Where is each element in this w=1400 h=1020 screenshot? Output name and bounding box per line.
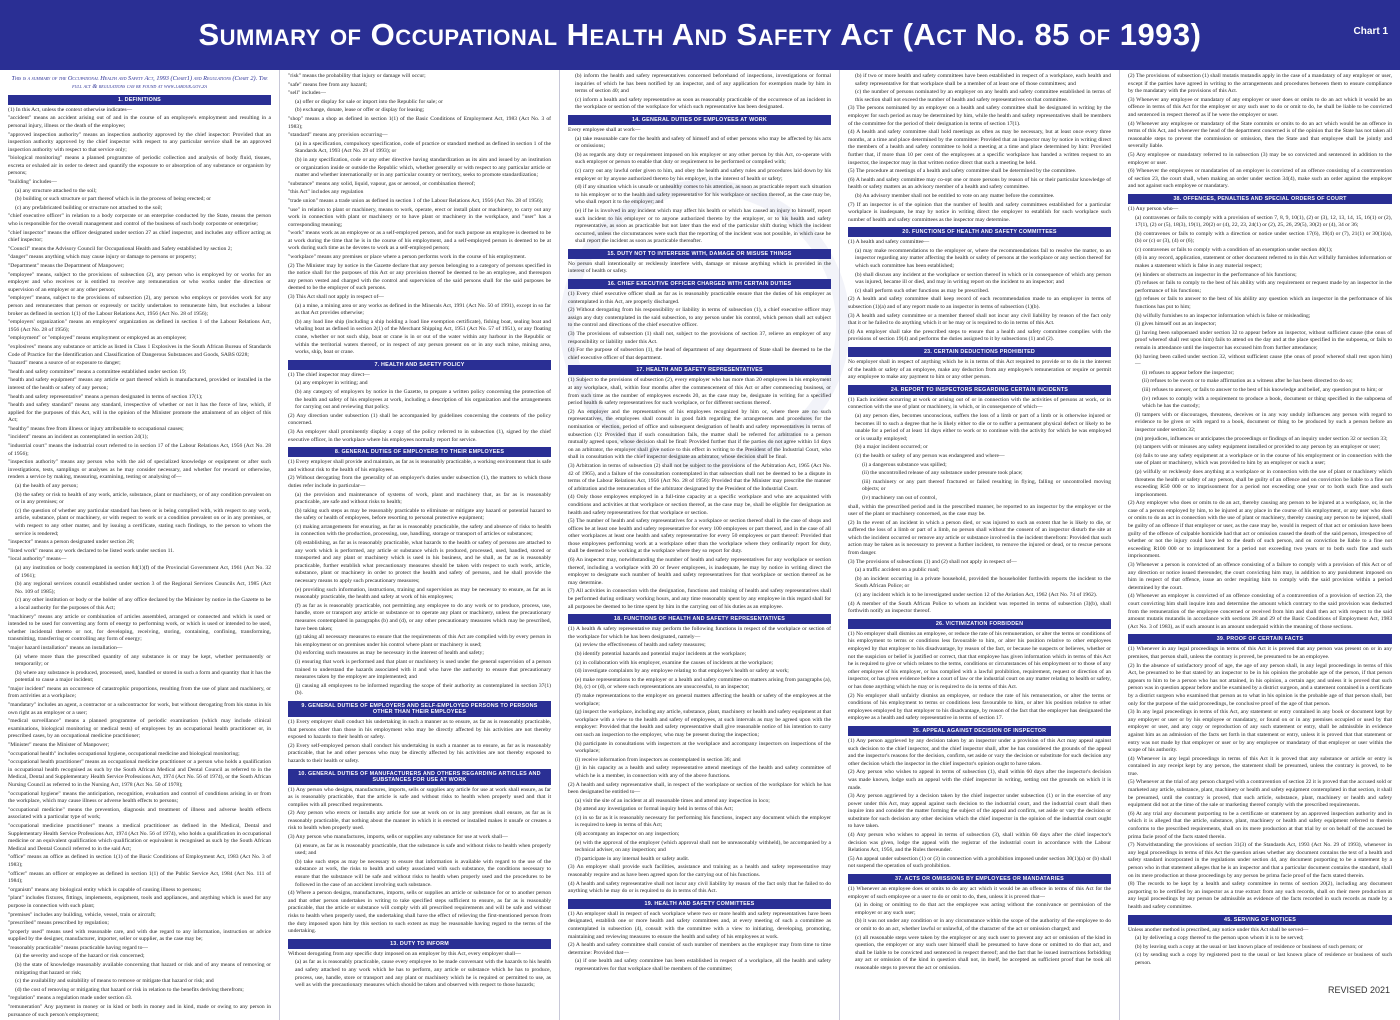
- clause-item: (b) in any specification, code or any other directive having standardization as its aim and issued by an institution or organization inside or outside the Republic which, whether generally or with respect to any particular article or matter and whether internationally or in any particular country or territory, seeks to promote standardization;: [295, 156, 551, 179]
- paragraph: (2) Every self-employed person shall conduct his undertaking in such a manner as to ensure, as far as is reasonably practicable, that he and other persons who may be directly affected by his activities are not thereby exposed to hazards to their health or safety.: [288, 742, 551, 764]
- section-heading: 16. CHIEF EXECUTIVE OFFICER CHARGED WITH CERTAIN DUTIES: [568, 279, 831, 289]
- clause-item: (a) if one health and safety committee has been established in respect of a workplace, all the health and safety representatives for that workplace shall be members of the committee;: [575, 958, 831, 972]
- section-heading: 14. GENERAL DUTIES OF EMPLOYEES AT WORK: [568, 115, 831, 125]
- clause-item: (a) in a specification, compulsory specification, code of practice or standard method as defined in section 1 of the Standards Act, 1993 (Act No. 29 of 1993); or: [295, 140, 551, 155]
- clause-item: (d) in any record, application, statement or other document referred to in this Act wilfully furnishes information or makes a statement which is false in any material respect;: [1135, 255, 1392, 270]
- clause-item: (e) with the approval of the employer (which approval shall not be unreasonably withheld), be accompanied by a technical adviser, on any inspection; and: [575, 839, 831, 854]
- section-heading: 26. VICTIMIZATION FORBIDDEN: [848, 619, 1111, 629]
- paragraph: (4) Whenever any employee or mandatary of the State commits or omits to do an act which would be an offence in terms of this Act, and whenever the head of the department concerned is of the opinion that the State has not taken all reasonable steps to prevent the commission or omission, then the State and that employee shall be jointly and severally liable.: [1128, 120, 1392, 150]
- paragraph: (5) Any employee or mandatary referred to in subsection (3) may be so convicted and sentenced in addition to the employer or user.: [1128, 151, 1392, 166]
- paragraph: (3) An employer shall prominently display a copy of the policy referred to in subsection (1), signed by the chief executive officer, in the workplace where his employees normally report for service.: [288, 428, 551, 443]
- paragraph: "premises" includes any building, vehicle, vessel, train or aircraft;: [8, 911, 156, 918]
- paragraph: (2) No employer shall unfairly dismiss an employee, or reduce the rate of his remuneration, or alter the terms or conditions of his employment to terms or conditions less favourable to him, or alter his position relative to other employees employed by that employer to his disadvantage, by reason of the fact that the employer has designated the employee as a health and safety representative in terms of section 17.: [848, 692, 1111, 722]
- paragraph: "employee" means, subject to the provisions of subsection (2), any person who is employed by or works for an employer and who receives or is entitled to receive any remuneration or who works under the direction or supervision of an employer or any other person;: [8, 271, 271, 293]
- paragraph: "major incident" means an occurrence of catastrophic proportions, resulting from the use of plant and machinery, or from activities at a workplace;: [8, 685, 271, 700]
- paragraph: "employment" or "employed" means employment or employed as an employee;: [8, 335, 187, 342]
- paragraph: "incident" means an incident as contemplated in section 24(1);: [8, 434, 149, 441]
- clause-item: (a) may make recommendations to the employer or, where the recommendations fail to resolve the matter, to an inspector regarding any matter affecting the health or safety of persons at the workplace or any section thereof for which such committee has been established;: [855, 247, 1111, 270]
- paragraph: (3) This Act shall not apply in respect of—: [288, 294, 384, 301]
- paragraph: (1) Each incident occurring at work or arising out of or in connection with the activities of persons at work, or in connection with the use of plant or machinery, in which, or in consequence of which—: [848, 396, 1111, 411]
- section-heading: 19. HEALTH AND SAFETY COMMITTEES: [568, 899, 831, 909]
- section-heading: 8. GENERAL DUTIES OF EMPLOYERS TO THEIR EMPLOYEES: [288, 447, 551, 457]
- clause-item: (c) all reasonable steps were taken by the employer or any such user to prevent any act or omission of the kind in question, the employer or any such user himself shall be presumed to have done or omitted to do that act, and shall be liable to be convicted and sentenced in respect thereof; and the fact that he issued instructions forbidding any act or omission of the kind in question shall not, in itself, be accepted as sufficient proof that he took all reasonable steps to prevent the act or omission.: [855, 934, 1111, 971]
- paragraph: (1) Subject to the provisions of subsection (2), every employer who has more than 20 employees in his employment at any workplace, shall, within four months after the commencement of this Act or after commencing business, or from such time as the number of employees exceeds 20, as the case may be, designate in writing for a specified period health & safety representatives for such workplace, or for different sections thereof.: [568, 377, 831, 407]
- column-3: [560, 70, 840, 1020]
- paragraph: (2) Without derogating from his responsibility or liability in terms of subsection (1), a chief executive officer may assign any duty contemplated in the said subsection, to any person under his control, which person shall act subject to the control and directions of the chief executive officer.: [568, 307, 831, 329]
- paragraph: (4) Whenever in any legal proceedings in terms of this Act it is proved that any substance or article or entry is contained in any receipt kept by any person, the statement shall be presumed, unless the contrary is proved, to be true.: [1128, 755, 1392, 777]
- clause-item: (a) visit the site of an incident at all reasonable times and attend any inspection in loco;: [575, 797, 770, 804]
- clause-item: (b) any category of employers by notice in the Gazette, to prepare a written policy concerning the protection of the health and safety of his employees at work, including a description of his organization and the arrangements for carrying out and reviewing that policy.: [295, 388, 551, 411]
- clause-item: (g) inspect the workplace, including any article, substance, plant, machinery or health and safety equipment at that workplace with a view to the health and safety of employees, at such intervals as may be agreed upon with the employer: Provided that the health and safety representative shall give reasonable notice of his intention to carry out such an inspection to the employer, who may be present during the inspection;: [575, 709, 831, 738]
- paragraph: "chief inspector" means the officer designated under section 27 as chief inspector, and includes any officer acting as chief inspector;: [8, 229, 271, 244]
- clause-item: (c) by sending such a copy by registered post to the usual or last known place of residence or business of such person.: [1135, 952, 1392, 966]
- subclause-item: (i) refuses to appear before the inspector;: [1142, 369, 1234, 376]
- paragraph: (4) A member of the South African Police to whom an incident was reported in terms of subsection (3)(b), shall forthwith notify an inspector thereof.: [848, 600, 1111, 615]
- paragraph: "health and safety equipment" means any article or part thereof which is manufactured, provided or installed in the interest of the health or safety of any person;: [8, 377, 271, 391]
- clause-item: (b) any load line ship (including a ship holding a load line exemption certificate), fishing boat, sealing boat and whaling boat as defined in section 2(1) of the Merchant Shipping Act, 1951 (Act No. 57 of 1951), or any floating crane, whether or not such ship, boat or crane is in or out of the water within any harbour in the Republic or within the territorial waters thereof, or in respect of any person present on or in any such mine, mining area, works, ship, boat or crane.: [295, 318, 551, 356]
- paragraph: (1) Any person who designs, manufactures, imports, sells or supplies any article for use at work shall ensure, as far as is reasonably practicable, that the article is safe and without risks to health when properly used and that it complies with all prescribed requirements.: [288, 786, 551, 808]
- clause-item: (c) shall perform such other functions as may be prescribed.: [855, 287, 990, 294]
- clause-item: (h) participate in consultations with inspectors at the workplace and accompany inspectors on inspections of the workplace;: [575, 740, 831, 755]
- clause-item: (d) if any situation which is unsafe or unhealthy comes to his attention, as soon as practicable report such situation to his employer or to the health and safety representative for his workplace or section thereof, as the case may be, who shall report it to the employer; and: [575, 184, 832, 206]
- paragraph: (2) A health and safety committee shall consist of such number of members as the employer may from time to time determine: Provided that—: [568, 942, 831, 956]
- paragraph: (3) A health and safety committee or a member thereof shall not incur any civil liability by reason of the fact only that it or he failed to do anything which it or he may or is required to do in terms of this Act.: [848, 312, 1111, 327]
- section-heading: 39. PROOF OF CERTAIN FACTS: [1128, 634, 1392, 644]
- paragraph: (3) The persons nominated by an employer on a health and safety committee shall be designated in writing by the employer for such period as may be determined by him, while the health and safety representatives shall be members of the committee for the period of their designation in terms of section 17(1).: [848, 105, 1111, 127]
- clause-item: (b) shall discuss any incident at the workplace or section thereof in which or in consequence of which any person was injured, became ill or died, and may in writing report on the incident to an inspector; and: [855, 271, 1111, 286]
- section-heading: 23. CERTAIN DEDUCTIONS PROHIBITED: [848, 347, 1111, 357]
- revision-note: REVISED 2021: [1327, 985, 1390, 995]
- paragraph: (3) Any person aggrieved by a decision taken by the chief inspector under subsection (1) or in the exercise of any power under this Act, may appeal against such decision to the industrial court, and the industrial court shall then inquire into and consider the matter forming the subject of the appeal and confirm, set aside or vary the decision or substitute for such decision any other decision which the chief inspector in the opinion of the industrial court ought to have taken.: [848, 793, 1111, 830]
- clause-item: (i) gives himself out as an inspector;: [1135, 321, 1217, 328]
- clause-item: (b) inform the health and safety representatives concerned beforehand of inspections, investigations or formal inquiries of which he has been notified by an inspector, and of any application for exemption made by him in terms of section 40; and: [575, 73, 831, 95]
- paragraph: (1) Every employer shall provide and maintain, as far as is reasonably practicable, a working environment that is safe and without risk to the health of his employees.: [288, 459, 551, 473]
- clause-item: (a) take reasonable care for the health and safety of himself and of other persons who may be affected by his acts or omissions;: [575, 135, 831, 150]
- paragraph: (4) Whenever an employer is convicted of an offence consisting of a contravention of a provision of section 23, the court convicting him shall inquire into and determine the amount which contrary to the said provision was deducted from the remuneration of the employee concerned or received from him and shall then act with respect to the said amount mutatis mutandis in accordance with sections 28 and 29 of the Basic Conditions of Employment Act, 1983 (Act No. 3 of 1983), as if such amount is an amount underpaid within the meaning of those sections.: [1128, 593, 1392, 630]
- paragraph: (5) Whenever at the trial of any person charged with a contravention of section 22 it is proved that the accused sold or marketed any article, substance, plant, machinery or health and safety equipment contemplated in that section, it shall be presumed, until the contrary is proved, that such article, substance, plant, machinery or health and safety equipment did not at the time of the sale or marketing thereof comply with the prescribed requirements.: [1128, 779, 1392, 809]
- clause-item: (g) refuses or fails to answer to the best of his ability any question which an inspector in the performance of his functions has put to him;: [1135, 296, 1392, 311]
- clause-item: (b) identify potential hazards and potential major incidents at the workplace;: [575, 651, 747, 657]
- paragraph: (2) Any direction under subsection (1) shall be accompanied by guidelines concerning the contents of the policy concerned.: [288, 412, 551, 427]
- page-title: Summary of Occupational Health And Safety Act (Act No. 85 of 1993): [198, 17, 1202, 52]
- paragraph: "remuneration" Any payment in money or in kind or both in money and in kind, made or owing to any person in pursuance of such person's employment;: [8, 1004, 271, 1018]
- clause-item: (j) in his capacity as a health and safety representative attend meetings of the health and safety committee of which he is a member, in connection with any of the above functions.: [575, 765, 831, 779]
- paragraph: (3) Any person who manufactures, imports, sells or supplies any substance for use at work shall—: [288, 834, 508, 841]
- clause-item: (b) a major incident occurred; or: [855, 444, 928, 451]
- section-heading: 7. HEALTH AND SAFETY POLICY: [288, 360, 551, 370]
- clause-item: (h) wilfully furnishes to an inspector information which is false or misleading;: [1135, 312, 1311, 319]
- paragraph: (5) An appeal under subsection (1) or (3) in connection with a prohibition imposed under section 30(1)(a) or (b) shall not suspend the operation of such prohibition.: [848, 855, 1111, 870]
- clause-item: (c) any incident which is to be investigated under section 12 of the Aviation Act, 1962 (Act No. 74 of 1962).: [855, 592, 1098, 599]
- paragraph: (6) A health and safety committee may co-opt one or more persons by reason of his or their particular knowledge of health or safety matters as an advisory member of a health and safety committee.: [848, 176, 1111, 191]
- paragraph: (1) Any person aggrieved by any decision taken by an inspector under a provision of this Act may appeal against such decision to the chief inspector, and the chief inspector shall, after he has considered the grounds of the appeal and the inspector's reasons for the decision, confirm, set aside or vary the decision or substitute for such decision any other decision which the inspector in the chief inspector's opinion ought to have taken.: [848, 737, 1111, 767]
- clause-item: (g) taking all necessary measures to ensure that the requirements of this Act are complied with by every person in his employment or on premises under his control where plant or machinery is used;: [295, 634, 551, 648]
- paragraph: "trade union" means a trade union as defined in section 1 of the Labour Relations Act, 1956 (Act No. 28 of 1956);: [288, 197, 544, 204]
- section-heading: 45. SERVING OF NOTICES: [1128, 915, 1392, 925]
- paragraph: "occupational medicine practitioner" means a medical practitioner as defined in the Medical, Dental and Supplementary Health Service Professions Act, 1974 (Act No. 56 of 1974), who holds a qualification in occupational medicine or an equivalent qualification which qualification or equivalent is recognised as such by the South African Medical and Dental Council referred to in the said Act;: [8, 822, 271, 852]
- paragraph: "officer" means an officer or employee as defined in section 1(1) of the Public Service Act, 1984 (Act No. 111 of 1984);: [8, 870, 271, 885]
- paragraph: (3) The provisions of subsection (1) shall not, subject to the provisions of section 37, relieve an employer of any responsibility or liability under this Act.: [568, 331, 831, 345]
- subclause-item: (ii) refuses to be sworn or to make affirmation as a witness after he has been directed to do so;: [1142, 378, 1353, 385]
- section-heading: 13. DUTY TO INFORM: [288, 939, 551, 949]
- paragraph: (2) A health and safety representative shall, in respect of the workplace or section of the workplace for which he has been designated be entitled to—: [568, 781, 831, 796]
- clause-item: (l) tampers with or discourages, threatens, deceives or in any way unduly influences any person with regard to evidence to be given or with regard to a book, document or thing to be produced by such a person before an inspector under section 32;: [1135, 411, 1392, 433]
- paragraph: "occupational health" includes occupational hygiene, occupational medicine and biological monitoring;: [8, 750, 240, 757]
- section-heading: 20. FUNCTIONS OF HEALTH AND SAFETY COMMITTEES: [848, 227, 1111, 237]
- column-5: [1120, 70, 1400, 1020]
- paragraph: "local authority" means—: [8, 556, 67, 563]
- paragraph: "employer" means, subject to the provisions of subsection (2), any person who employs or provides work for any person and remunerates that person or expressly or tacitly undertakes to remunerate him, but excludes a labour broker as defined in section 1(1) of the Labour Relations Act, 1956 (Act No. 28 of 1956);: [8, 295, 271, 317]
- clause-item: (a) the severity and scope of the hazard or risk concerned;: [15, 953, 145, 960]
- clause-item: (a) by delivering a copy thereof to the person upon whom it is to be served;: [1135, 935, 1304, 942]
- subclause-item: (ii) the uncontrolled release of any substance under pressure took place;: [862, 470, 1023, 477]
- clause-item: (f) refuses or fails to comply to the best of his ability with any requirement or request made by an inspector in the performance of his functions;: [1135, 280, 1392, 294]
- paragraph: "reasonably practicable" means practicable having regard to—: [8, 944, 148, 951]
- clause-item: (b) by leaving such a copy at the usual or last known place of residence or business of such person; or: [1135, 943, 1363, 950]
- clause-item: (b) take such steps as may be necessary to ensure that information is available with regard to the use of the substance at work, the risks to health and safety associated with such substance, the conditions necessary to ensure that the substance will be safe and without risks to health when properly used and the procedures to be followed in the case of an accident involving such substance.: [295, 858, 551, 888]
- clause-item: (b) as regards any duty or requirement imposed on his employer or any other person by this Act, co-operate with such employer or person to enable that duty or requirement to be performed or complied with;: [575, 151, 831, 166]
- clause-item: (c) any other institution or body or the holder of any office declared by the Minister by notice in the Gazette to be a local authority for the purposes of this Act;: [15, 597, 271, 611]
- paragraph: (4) Any person who wishes to appeal in terms of subsection (3), shall within 60 days after the chief inspector's decision was given, lodge the appeal with the registrar of the industrial court in accordance with the Labour Relations Act, 1956, and the Rules thereunder.: [848, 832, 1111, 854]
- paragraph: (3) Whenever any employee or mandatary of any employer or user does or omits to do an act which it would be an offence in terms of this Act for the employer or any such user to do or omit to do, he shall be liable to be convicted and sentenced in respect thereof as if he were the employer or user.: [1128, 96, 1392, 118]
- paragraph: "healthy" means free from illness or injury attributable to occupational causes;: [8, 425, 184, 432]
- paragraph: (4) Only those employees employed in a full-time capacity at a specific workplace and who are acquainted with conditions and activities at that workplace or section thereof, as the case may be, shall be eligible for designation as health and safety representatives for that workplace or section.: [568, 494, 831, 516]
- clause-item: (k) having been called under section 32, without sufficient cause (the onus of proof whereof shall rest upon him)—: [1135, 353, 1392, 368]
- section-heading: 10. GENERAL DUTIES OF MANUFACTURERS AND OTHERS REGARDING ARTICLES AND SUBSTANCES FOR USE AT WORK: [288, 769, 551, 785]
- clause-item: (e) if he is involved in any incident which may affect his health or which has caused an injury to himself, report such incident to his employer or to anyone authorized thereto by the employer, or to his health and safety representative, as soon as practicable but not later than the end of the particular shift during which the incident occurred, unless the circumstances were such that the reporting of the incident was not possible, in which case he shall report the incident as soon as practicable thereafter.: [575, 207, 831, 245]
- clause-item: (c) in so far as it is reasonably necessary for performing his functions, inspect any document which the employer is required to keep in terms of this Act;: [575, 814, 831, 829]
- clause-item: (b) if two or more health and safety committees have been established in respect of a workplace, each health and safety representative for that workplace shall be a member of at least one of those committees; and: [855, 73, 1111, 87]
- clause-item: (b) it was not under any condition or in any circumstance within the scope of the authority of the employee to do or omit to do an act, whether lawful or unlawful, of the character of the act or omission charged; and: [855, 918, 1111, 932]
- paragraph: "building" includes—: [8, 179, 57, 186]
- paragraph: (7) Notwithstanding the provisions of section 31(3) of the Standards Act, 1993 (Act No. 29 of 1993), whenever in any legal proceedings in terms of this Act the question arises whether any document contains the text of a health and safety standard incorporated in the regulations under section 44, any document purporting to be a statement by a person who in that statement alleges that he is an inspector and that a particular document contains the standard, shall on its mere production at those proceedings by any person be prima facie proof of the facts stated therein.: [1128, 842, 1392, 879]
- paragraph: "health and safety standard" means any standard, irrespective of whether or not it has the force of law, which, if applied for the purposes of this Act, will in the opinion of the Minister promote the attainment of an object of this Act;: [8, 402, 271, 424]
- paragraph: (4) A health and safety representative shall not incur any civil liability by reason of the fact only that he failed to do anything which he may do or is required to do in terms of this Act.: [568, 880, 831, 895]
- paragraph: (4) An employer shall take the prescribed steps to ensure that a health and safety committee complies with the provisions of section 19(4) and performs the duties assigned to it by subsections (1) and (2).: [848, 328, 1111, 343]
- clause-item: (a) any structure attached to the soil;: [15, 187, 97, 194]
- paragraph: (1) Whenever in any legal proceedings in terms of this Act it is proved that any person was present on or in any premises, that person shall, unless the contrary is proved, be presumed to be an employee.: [1128, 646, 1392, 660]
- clause-item: (a) any employer in writing; and: [295, 380, 368, 387]
- section-heading: 9. GENERAL DUTIES OF EMPLOYERS AND SELF-EMPLOYED PERSONS TO PERSONS OTHER THAN THEIR EMPLOYEES: [288, 701, 551, 717]
- clause-item: (a) any institution or body contemplated in section 84(1)(f) of the Provincial Government Act, 1961 (Act No. 32 of 1961);: [15, 564, 271, 579]
- subclause-item: (i) a dangerous substance was spilled;: [862, 461, 947, 468]
- paragraph: (3) Arbitration in terms of subsection (2) shall not be subject to the provisions of the Arbitration Act, 1965 (Act No. 42 of 1965), and a failure of the consultation contemplated in that subsection shall not be deemed to be a dispute in terms of the Labour Relations Act, 1956 (Act No. 28 of 1956): Provided that the Minister may prescribe the manner of arbitration and the remuneration of the arbitrator designated by the President of the Industrial Court.: [568, 462, 831, 492]
- paragraph: (4) A health and safety committee shall hold meetings as often as may be necessary, but at least once every three months, at a time and place determined by the committee: Provided that an inspector may by notice in writing direct the members of a health and safety committee to hold a meeting at a time and place determined by him: Provided further that, if more than 10 per cent of the employees at a specific workplace has handed a written request to an inspector, the inspector may in that written notice direct that such a meeting be held.: [848, 129, 1111, 166]
- paragraph: "health and safety committee" means a committee established under section 19;: [8, 368, 187, 375]
- section-heading: 17. HEALTH AND SAFETY REPRESENTATIVES: [568, 365, 831, 375]
- clause-item: (e) providing such information, instructions, training and supervision as may be necessary to ensure, as far as is reasonably practicable, the health and safety at work of his employees;: [295, 586, 551, 601]
- clause-item: (b) an incident occurring in a private household, provided the householder forthwith reports the incident to the South African Police; or: [855, 575, 1111, 590]
- paragraph: "employers' organization" means an employers' organization as defined in section 1 of the Labour Relations Act, 1956 (Act No. 28 of 1956);: [8, 319, 271, 333]
- paragraph: (2) Any person who wishes to appeal in terms of subsection (1), shall within 60 days after the inspector's decision was made known, lodge such an appeal with the chief inspector in writing, setting out the grounds on which it is made.: [848, 769, 1111, 791]
- column-1: [0, 70, 280, 1020]
- clause-item: (e) make representations to the employer or a health and safety committee on matters arising from paragraphs (a), (b), (c) or (d), or where such representations are unsuccessful, to an inspector;: [575, 676, 831, 691]
- clause-item: (o) fails to use any safety equipment at a workplace or in the course of his employment or in connection with the use of plant or machinery, which was provided to him by an employer or such a user;: [1135, 452, 1392, 467]
- clause-item: (b) An advisory member shall not be entitled to vote on any matter before the committee.: [855, 192, 1055, 199]
- subclause-item: (iv) refuses to comply with a requirement to produce a book, document or thing specified in the subpoena of which he has the custody;: [1142, 395, 1392, 410]
- clause-item: (a) a mine, a mining area or any works as defined in the Minerals Act, 1991 (Act No. 50 of 1991), except in so far as that Act provides otherwise;: [295, 302, 551, 317]
- clause-item: (a) the health of any person;: [15, 483, 78, 490]
- paragraph: (3) Whenever a person is convicted of an offence consisting of a failure to comply with a provision of this Act or of any direction or notice issued thereunder, the court convicting him may, in addition to any punishment imposed on him in respect of that offence, issue an order requiring him to comply with the said provision within a period determined by the court.: [1128, 562, 1392, 591]
- clause-item: (f) participate in any internal health or safety audit.: [575, 855, 690, 862]
- clause-item: (b) taking such steps as may be reasonably practicable to eliminate or mitigate any hazard or potential hazard to the safety or health of employees, before resorting to personal protective equipment;: [295, 507, 551, 522]
- paragraph: (1) A health and safety committee—: [848, 239, 930, 246]
- clause-item: (n) tampers with or misuses any safety equipment installed or provided to any person by an employer or user;: [1135, 444, 1381, 451]
- subclause-item: (iii) machinery or any part thereof fractured or failed resulting in flying, falling or uncontrolled moving objects; or: [862, 478, 1111, 493]
- paragraph: (2) The provisions of subsection (1) shall mutatis mutandis apply in the case of a mandatary of any employer or user, except if the parties have agreed in writing to the arrangements and procedures between them to ensure compliance by the mandatary with the provisions of this Act.: [1128, 73, 1392, 95]
- paragraph: "risk" means the probability that injury or damage will occur;: [288, 73, 426, 79]
- paragraph: "industrial court" means the industrial court referred to in section 17 of the Labour Relations Act, 1956 (Act No. 28 of 1956);: [8, 443, 271, 457]
- paragraph: "plant" includes fixtures, fittings, implements, equipment, tools and appliances, and anything which is used for any purpose in connection with such plant;: [8, 895, 271, 909]
- paragraph: (3) An employer shall provide such facilities, assistance and training as a health and safety representative may reasonably require and as have been agreed upon for the carrying out of his functions.: [568, 864, 831, 879]
- paragraph: "approved inspection authority" means an inspection authority approved by the chief inspector: Provided that an inspection authority approved by the chief inspector with respect to any particular service shall be an approved inspection authority with respect to that service only;: [8, 131, 271, 153]
- paragraph: "regulation" means a regulation made under section 43.: [8, 995, 133, 1002]
- section-heading: 18. FUNCTIONS OF HEALTH AND SAFETY REPRESENTATIVES: [568, 614, 831, 624]
- paragraph: (1) In this Act, unless the context otherwise indicates—: [8, 106, 133, 113]
- clause-item: (b) where any substance is produced, processed, used, handled or stored in such a form and quantity that it has the potential to cause a major incident;: [15, 669, 271, 684]
- clause-item: (a) contravenes or fails to comply with a provision of section 7, 8, 9, 10(1), (2) or (3), 12, 13, 14, 15, 16(1) or (2), 17(1), (2) or (5), 18(3), 19(1), 20(2) or (4), 22, 23, 24(1) or (2), 25, 26, 29(5), 30(2) or (4), 34 or 36;: [1135, 214, 1392, 229]
- paragraph: (1) Whenever an employee does or omits to do any act which it would be an offence in terms of this Act for the employer of such employee or a user to do or omit to do, then, unless it is proved that—: [848, 886, 1111, 900]
- paragraph: (2) In the event of an incident in which a person died, or was injured to such an extent that he is likely to die, or suffered the loss of a limb or part of a limb, no person shall without the consent of an inspector disturb the site at which the incident occurred or remove any article or substance involved in the incident therefrom: Provided that such action may be taken as is necessary to prevent a further incident, to remove the injured or dead, or to rescue persons from danger.: [848, 519, 1111, 557]
- column-2: [280, 70, 560, 1020]
- clause-item: (i) receive information from inspectors as contemplated in section 36; and: [575, 756, 741, 763]
- paragraph: "mandatary" includes an agent, a contractor or a subcontractor for work, but without derogating from his status in his own right as an employer or a user;: [8, 702, 271, 716]
- paragraph: (6) Whenever the employees or mandataries of an employer is convicted of an offence consisting of a contravention of section 23, the court shall, when making an order under section 34(4), make such an order against the employer and not against such employee or mandatary.: [1128, 168, 1392, 190]
- paragraph: (5) The procedure at meetings of a health and safety committee shall be determined by the committee.: [848, 168, 1077, 175]
- paragraph: (6) At any trial any document purporting to be a certificate or statement by an approved inspection authority and in which it is alleged that the article, substance, plant, machinery or health and safety equipment referred to therein conforms to the prescribed requirements, shall on its mere production at that trial by or on behalf of the accused be prima facie proof of the facts stated therein.: [1128, 810, 1392, 840]
- paragraph: "sell" includes—: [288, 90, 326, 97]
- clause-item: (i) ensuring that work is performed and that plant or machinery is used under the general supervision of a person trained to understand the hazards associated with it and who have the authority to ensure that precautionary measures taken by the employer are implemented; and: [295, 658, 551, 681]
- paragraph: "use" in relation to plant or machinery, means to work, operate, erect or install plant or machinery, to carry out any work in connection with plant or machinery or to have plant or machinery in the workplace, and "user" has a corresponding meaning;: [288, 206, 551, 228]
- paragraph: (2) Any person who erects or installs any article for use at work on or in any premises shall ensure, as far as is reasonably practicable, that nothing about the manner in which it is erected or installed makes it unsafe or creates a risk to health when properly used.: [288, 810, 551, 832]
- paragraph: (3) In any legal proceedings in terms of this Act, any statement or entry contained in any book or document kept by any employer or user or by his employee or mandatary, or found on or in any premises occupied or used by that employer or user, and any copy or reproduction of any such statement or entry, shall be admissible in evidence against him as an admission of the facts set forth in that statement or entry, unless it is proved that that statement or entry was not made by that employer or user or by any employee or mandatary of that employer or user within the scope of his authority.: [1128, 709, 1392, 754]
- clause-item: (a) ensure, as far as is reasonably practicable, that the substance is safe and without risks to health when properly used; and: [295, 842, 551, 857]
- paragraph: (1) Any person who—: [1128, 205, 1179, 212]
- paragraph: (4) Where a person designs, manufactures, imports, sells or supplies an article or substance for or to another person and that other person undertakes in writing to take specified steps sufficient to ensure, as far as is reasonably practicable, that the article or substance will comply with all prescribed requirements and will be safe and without risks to health when properly used, the undertaking shall have the effect of relieving the first-mentioned person from the duty imposed upon him by this section to such extent as may be reasonable having regard to the terms of the undertaking.: [288, 890, 551, 935]
- clause-item: (a) any person dies, becomes unconscious, suffers the loss of a limb or part of a limb or is otherwise injured or becomes ill to such a degree that he is likely either to die or to suffer a permanent physical defect or likely to be unable for a period of at least 14 days either to work or to continue with the activity for which he was employed or is usually employed;: [855, 412, 1111, 442]
- paragraph: (7) If an inspector is of the opinion that the number of health and safety committees established for a particular workplace is inadequate, he may by notice in writing direct the employer to establish for such workplace such number of health and safety committees as the inspector may determine.: [848, 201, 1111, 223]
- clause-item: (a) where more than the prescribed quantity of any substance is or may be kept, whether permanently or temporarily; or: [15, 653, 271, 668]
- clause-item: (a) review the effectiveness of health and safety measures;: [575, 642, 706, 649]
- paragraph: "occupational medicine" means the prevention, diagnosis and treatment of illness and adverse health effects associated with a particular type of work;: [8, 806, 271, 821]
- clause-item: (c) carry out any lawful order given to him, and obey the health and safety rules and procedures laid down by his employer or by anyone authorized thereto by his employer, in the interest of health or safety;: [575, 167, 831, 182]
- paragraph: "office" means an office as defined in section 1(1) of the Basic Conditions of Employment Act, 1983 (Act No. 3 of 1983);: [8, 854, 271, 868]
- paragraph: "machinery" means any article or combination of articles assembled, arranged or connected and which is used or intended to be used for converting any form of energy to performing work, or which is used or intended to be used, whether incidental thereto or not, for developing, receiving, storing, containing, confining, transforming, transmitting, transferring or controlling any form of energy;: [8, 613, 271, 643]
- section-heading: 38. OFFENCES, PENALTIES AND SPECIAL ORDERS OF COURT: [1128, 194, 1392, 204]
- paragraph: "work" means work as an employee or as a self-employed person, and for such purpose an employee is deemed to be at work during the time that he is in the course of his employment, and a self-employed person is deemed to be at work during such time as he devotes to work as a self-employed person;: [288, 230, 551, 252]
- title-banner: [0, 0, 1400, 70]
- paragraph: "properly used" means used with reasonable care, and with due regard to any information, instruction or advice supplied by the designer, manufacturer, importer, seller or supplier, as the case may be;: [8, 928, 271, 943]
- paragraph: (2) An employer and the representatives of his employees recognized by him or, where there are no such representatives, the employees shall consult in good faith regarding the arrangements and procedures for the nomination or election, period of office and subsequent designation of health and safety representatives in terms of subsection (1): Provided that if such consultation fails, the matter shall be referred for arbitration to a person mutually agreed upon, whose decision shall be final: Provided further that if the parties do not agree within 14 days on an arbitrator, the employer shall give notice to this effect in writing to the President of the Industrial Court, who shall in consultation with the chief inspector designate an arbitrator, whose decision shall be final.: [568, 408, 831, 461]
- paragraph: Without derogating from any specific duty imposed on an employer by this Act, every employer shall—: [288, 950, 521, 957]
- footer: [0, 982, 1400, 1000]
- paragraph: (2) Any employer who does or omits to do an act, thereby causing any person to be injured at a workplace, or, in the case of a person employed by him, to be injured at any place in the course of his employment, or any user who does or omits to do an act in connection with the use of plant or machinery, thereby causing any person to be injured, shall be guilty of an offence if that employer or user, as the case may be, would in respect of that act or omission have been guilty of the offence of culpable homicide had that act or omission caused the death of the said person, irrespective of whether or not the injury could have led to the death of such person, and on conviction be liable to a fine not exceeding R100 000 or to imprisonment for a period not exceeding two years or to both such fine and such imprisonment.: [1128, 500, 1392, 560]
- clause-item: (b) building or such structure or part thereof which is in the process of being erected; or: [15, 196, 212, 203]
- clause-item: (c) the question of whether any particular standard has been or is being complied with, with respect to any work, article, substance, plant or machinery, or with respect to work or a condition prevalent on or in any premises, or with respect to any other matter, and by issuing a certificate, stating such findings, to the person to whom the service is rendered;: [15, 507, 271, 537]
- clause-item: (a) as far as is reasonably practicable, cause every employee to be made conversant with the hazards to his health and safety attached to any work which he has to perform, any article or substance which he has to produce, process, use, handle, store or transport and any plant or machinery which he is required or permitted to use, as well as with the precautionary measures which should be taken and observed with respect to those hazards;: [295, 959, 551, 989]
- paragraph: "prescribed" means prescribed by regulation;: [8, 920, 109, 927]
- subclause-item: (iv) machinery ran out of control,: [862, 494, 937, 501]
- clause-item: (c) the number of persons nominated by an employer on any health and safety committee established in terms of this section shall not exceed the number of health and safety representatives on that committee.: [855, 89, 1111, 103]
- clause-item: (b) the state of knowledge reasonably available concerning that hazard or risk and of any means of removing or mitigating that hazard or risk;: [15, 962, 271, 976]
- section-heading: 1. DEFINITIONS: [8, 95, 271, 105]
- paragraph: (2) In the absence of satisfactory proof of age, the age of any person shall, in any legal proceedings in terms of this Act, be presumed to be that stated by an inspector to be in his opinion the probable age of the person, if that person appears to him to be a person who has not attained, in his opinion, a certain age; and unless it is proved that such person was in question appear before and be examined by a district surgeon, and a statement contained in a certificate by a district surgeon who examined that person as to what in his opinion is the probable age of that person shall, but only for the purpose of the said proceedings, be conclusive proof of the age of that person.: [1128, 662, 1392, 707]
- intro-note: This is a summary of the Occupational Health and Safety Act, 1993 (Chart1) and Regulations (Chart 2). The full act & regulations can be found at www.labour.gov.za: [11, 75, 268, 90]
- clause-item: (a) offer or display for sale or import into the Republic for sale; or: [295, 98, 443, 105]
- paragraph: (1) A health & safety representative may perform the following functions in respect of the workplace or section of the workplace for which he has been designated, namely—: [568, 626, 831, 640]
- clause-item: (h) enforcing such measures as may be necessary in the interest of health and safety;: [295, 650, 484, 657]
- clause-item: (j) having been subpoenaed under section 32 to appear before an inspector, without sufficient cause (the onus of proof whereof shall rest upon him) fails to attend on the day and at the place specified in the subpoena, or fails to remain in attendance until the inspector has excused him from further attendance;: [1135, 329, 1392, 351]
- clause-item: (f) make representations to the employer on general matters affecting the health or safety of the employees at the workplace;: [575, 692, 831, 707]
- clause-item: (a) the provision and maintenance of systems of work, plant and machinery that, as far as is reasonably practicable, are safe and without risks to health;: [295, 491, 551, 506]
- paragraph: (8) The records to be kept by a health and safety committee in terms of section 20(2), including any document purporting to be certified by an inspector as a true extract from any such records, shall on their mere production at any legal proceedings by any person be admissible as evidence of the facts recorded in such records as made by a health and safety committee.: [1128, 881, 1392, 910]
- paragraph: No employer shall in respect of anything which he is in terms of this Act required to provide or to do in the interest of the health or safety of an employee, make any deduction from any employee's remuneration or require or permit any employee to make any payment to him or any other person.: [848, 359, 1111, 381]
- paragraph: (1) An employer shall in respect of each workplace where two or more health and safety representatives have been designated, establish one or more health and safety committees and, at every meeting of such a committee as contemplated in subsection (4), consult with the committee with a view to initiating, developing, promoting, maintaining and reviewing measures to ensure the health and safety of his employees at work.: [568, 910, 831, 940]
- paragraph: "Council" means the Advisory Council for Occupational Health and Safety established by section 2;: [8, 245, 233, 252]
- clause-item: (d) the cost of removing or mitigating that hazard or risk in relation to the benefits deriving therefrom;: [15, 986, 244, 993]
- clause-item: (p) wilfully or recklessly does anything at a workplace or in connection with the use of plant or machinery which threatens the health or safety of any person, shall be guilty of an offence and on conviction be liable to a fine not exceeding R50 000 or to imprisonment for a period not exceeding one year or to both such fine and such imprisonment.: [1135, 468, 1392, 498]
- clause-item: (c) contravenes or fails to comply with a condition of an exemption under section 40(1);: [1135, 246, 1333, 253]
- subclause-item: (iii) refuses to answer, or fails to answer to the best of his knowledge and belief, any question put to him; or: [1142, 386, 1384, 393]
- paragraph: "danger" means anything which may cause injury or damage to persons or property;: [8, 254, 197, 261]
- clause-item: (b) attend any investigation or formal inquiry held in terms of this Act;: [575, 806, 734, 813]
- paragraph: "health and safety representative" means a person designated in terms of section 17(1);: [8, 393, 203, 400]
- chart-label: Chart 1: [1353, 26, 1388, 37]
- clause-item: (d) accompany an inspector on any inspection;: [575, 831, 680, 838]
- paragraph: "safe" means free from any hazard;: [288, 81, 367, 88]
- clause-item: (d) establishing, as far as is reasonably practicable, what hazards to the health or safety of persons are attached to any work which is performed, any article or substance which is produced, processed, used, handled, stored or transported and any plant or machinery which is used in his business, and he shall, as far as is reasonably practicable, further establish what precautionary measures should be taken with respect to such work, article, substance, plant or machinery in order to protect the health and safety of persons, and he shall provide the necessary means to apply such precautionary measures;: [295, 540, 551, 585]
- paragraph: (2) The Minister may by notice in the Gazette declare that any person belonging to a category of persons specified in the notice shall for the purposes of this Act or any provision thereof be deemed to be an employee, and thereupon any person vested and charged with the control and supervision of the said persons shall for the said purposes be deemed to be the employer of such persons.: [288, 262, 551, 292]
- paragraph: "accident" means an accident arising out of and in the course of an employee's employment and resulting in a personal injury, illness or the death of the employee;: [8, 115, 271, 129]
- clause-item: (c) the health or safety of any person was endangered and where—: [855, 452, 1005, 459]
- paragraph: "occupational hygiene" means the anticipation, recognition, evaluation and control of conditions arising in or from the workplace, which may cause illness or adverse health effects to persons;: [8, 790, 271, 805]
- clause-item: (e) hinders or obstructs an inspector in the performance of his functions;: [1135, 271, 1297, 278]
- clause-item: (b) contravenes or fails to comply with a direction or notice under section 17(6), 19(4) or (7), 21(1) or 30(1)(a), (b) or (c) or (3), (4) or (6);: [1135, 230, 1392, 245]
- paragraph: "inspector" means a person designated under section 28;: [8, 539, 135, 546]
- paragraph: (2) A health and safety committee shall keep record of each recommendation made to an employer in terms of subsection (1)(a) and of any report made to an inspector in terms of subsection (1)(b).: [848, 296, 1111, 311]
- clause-item: (c) any prefabricated building or structure not attached to the soil;: [15, 204, 163, 211]
- clause-item: (c) inform a health and safety representative as soon as reasonably practicable of the occurrence of an incident in the workplace or section of the workplace for which such representative has been designated.: [575, 96, 831, 111]
- clause-item: (c) making arrangements for ensuring, as far as is reasonably practicable, the safety and absence of risks to health in connection with the production, processing, use, handling, storage or transport of articles or substances;: [295, 523, 551, 538]
- paragraph: No person shall intentionally or recklessly interfere with, damage or misuse anything which is provided in the interest of health or safety.: [568, 260, 831, 275]
- paragraph: "this Act" includes any regulation: [288, 189, 364, 196]
- clause-item: (d) investigate complaints by any employee relating to that employee's health or safety at work;: [575, 668, 789, 675]
- paragraph: (1) No employer shall dismiss an employee, or reduce the rate of his remuneration, or alter the terms or conditions of his employment to terms or conditions less favourable to him, or alter his position relative to other employees employed by that employer to his disadvantage, by reason of the fact, or because he suspects or believes, whether or not the suspicion or belief is justified or correct, that that employee has given information which in terms of this Act he is required to give or which relates to the terms, conditions or circumstances of his employment or to those of any other employee of his employer, or has complied with a lawful prohibition, requirement, request or direction of an inspector, or has given evidence before a court of law or the industrial court on any matter relating to health or safety, or has done anything which he may or is required to do in terms of this Act.: [848, 630, 1111, 690]
- paragraph: Every employee shall at work—: [568, 126, 641, 133]
- clause-item: (b) exchange, donate, lease or offer or display for leasing;: [295, 107, 425, 114]
- paragraph: "inspection authority" means any person who with the aid of specialized knowledge or equipment or after such investigations, tests, samplings or analyses as he may consider necessary, and whether for reward or otherwise, renders a service by making, measuring, examining, testing or analysing of—: [8, 459, 271, 481]
- paragraph: "major hazard installation" means an installation—: [8, 644, 123, 651]
- paragraph: "shop" means a shop as defined in section 1(1) of the Basic Conditions of Employment Act, 1983 (Act No. 3 of 1983);: [288, 115, 551, 130]
- paragraph: "medical surveillance" means a planned programme of periodic examination (which may include clinical examinations, biological monitoring or medical tests) of employees by an occupational health practitioner or, in prescribed cases, by an occupational medicine practitioner;: [8, 718, 271, 740]
- section-heading: 37. ACTS OR OMISSIONS BY EMPLOYEES OR MANDATARIES: [848, 874, 1111, 884]
- paragraph: "explosives" means any substance or article as listed in Class 1 Explosives in the South African Bureau of Standards Code of Practice for the Identification and Classification of Dangerous Substances and Goods, SABS 0228;: [8, 343, 271, 358]
- clause-item: (m) prejudices, influences or anticipates the proceedings or findings of an inquiry under section 32 or section 33;: [1135, 435, 1388, 442]
- paragraph: "chief executive officer" in relation to a body corporate or an enterprise conducted by the State, means the person who is responsible for the overall management and control of the business of such body corporate or enterprise;: [8, 213, 271, 228]
- paragraph: "standard" means any provision occurring—: [288, 132, 388, 139]
- clause-item: (a) in doing or omitting to do that act the employee was acting without the connivance or permission of the employer or any such user;: [855, 902, 1111, 916]
- clause-item: (c) the availability and suitability of means to remove or mitigate that hazard or risk; and: [15, 978, 214, 985]
- clause-item: (a) a traffic accident on a public road;: [855, 567, 940, 574]
- paragraph: "organism" means any biological entity which is capable of causing illness to persons;: [8, 886, 202, 893]
- paragraph: "Department" means the Department of Manpower;: [8, 263, 124, 269]
- paragraph: (1) Every chief executive officer shall as far as is reasonably practicable ensure that the duties of his employer as contemplated in this Act, are properly discharged.: [568, 291, 831, 305]
- paragraph: "Minister" means the Minister of Manpower;: [8, 742, 110, 749]
- paragraph: (6) An inspector may, notwithstanding the number of health and safety representatives for any workplace or section thereof, including a workplace with 20 or fewer employees, is inadequate, he may by notice in writing direct the employer to designate such number of health and safety representatives for that workplace or section thereof as he may determine.: [568, 557, 831, 586]
- column-4: [840, 70, 1120, 1020]
- paragraph: "occupational health practitioner" means an occupational medicine practitioner or a person who holds a qualification in occupational health recognised as such by the South African Medical and Dental Council as referred to in the Medical, Dental and Supplementary Health Service Professions Act, 1974 (Act No. 56 of 1974), or the South African Nursing Council as referred to in the Nursing Act, 1978 (Act No. 50 of 1978);: [8, 759, 271, 788]
- paragraph: (2) Without derogating from the generality of an employer's duties under subsection (1), the matters to which those duties refer include in particular—: [288, 475, 551, 489]
- section-heading: 35. APPEAL AGAINST DECISION OF INSPECTOR: [848, 726, 1111, 736]
- section-heading: 24. REPORT TO INSPECTORS REGARDING CERTAIN INCIDENTS: [848, 385, 1111, 395]
- paragraph: (5) The number of health and safety representatives for a workplace or section thereof shall in the case of shops and offices be at least one health and safety representative for every 100 employees or part thereof, and in the case of all other workplaces at least one health and safety representative for every 50 employees or part thereof: Provided that those employees performing work at a workplace other than the workplace where they ordinarily report for duty, shall be deemed to be working at the workplace where they so report for duty.: [568, 518, 831, 555]
- paragraph: (1) The chief inspector may direct—: [288, 371, 370, 378]
- paragraph: Unless another method is prescribed, any notice under this Act shall be served—: [1128, 926, 1309, 933]
- paragraph: shall, within the prescribed period and in the prescribed manner, be reported to an inspector by the employer or the user of the plant or machinery concerned, as the case may be.: [848, 503, 1111, 518]
- clause-item: (b) the safety or risk to health of any work, article, substance, plant or machinery, or of any condition prevalent on or in any premises; or: [15, 491, 271, 506]
- clause-item: (c) in collaboration with his employer, examine the causes of incidents at the workplace;: [575, 659, 773, 666]
- paragraph: "substance" means any solid, liquid, vapour, gas or aerosol, or combination thereof;: [288, 180, 476, 187]
- paragraph: (4) For the purpose of subsection (1), the head of department of any department of State shall be deemed to be the chief executive officer of that department.: [568, 347, 831, 361]
- clause-item: (j) causing all employees to be informed regarding the scope of their authority as contemplated in section 37(1)(b).: [295, 682, 551, 697]
- paragraph: "biological monitoring" means a planned programme of periodic collection and analysis of body fluid, tissues, excreta or exhaled air in order to detect and quantify the exposure to or absorption of any substance or organism by persons;: [8, 155, 271, 177]
- paragraph: (3) The provisions of subsections (1) and (2) shall not apply in respect of—: [848, 558, 1017, 565]
- paragraph: "hazard" means a source of or exposure to danger;: [8, 360, 121, 367]
- clause-item: (b) any regional services council established under section 3 of the Regional Services Councils Act, 1985 (Act No. 109 of 1985);: [15, 581, 271, 595]
- section-heading: 15. DUTY NOT TO INTERFERE WITH, DAMAGE OR MISUSE THINGS: [568, 249, 831, 259]
- paragraph: (7) All activities in connection with the designation, functions and training of health and safety representatives shall be performed during ordinary working hours, and any time reasonably spent by any employee in this regard shall for all purposes be deemed to be time spent by him in the carrying out of his duties as an employee.: [568, 588, 831, 610]
- paragraph: "listed work" means any work declared to be listed work under section 11.: [8, 547, 175, 554]
- paragraph: (1) Every employer shall conduct his undertaking in such a manner as to ensure, as far as is reasonably practicable, that persons other than those in his employment who may be directly affected by his activities are not thereby exposed to hazards to their health or safety.: [288, 718, 551, 741]
- paragraph: "workplace" means any premises or place where a person performs work in the course of his employment.: [288, 254, 527, 261]
- clause-item: (f) as far as is reasonably practicable, not permitting any employee to do any work or to produce, process, use, handle, store or transport any article or substance or to operate any plant or machinery, unless the precautionary measures contemplated in paragraphs (b) and (d), or any other precautionary measures which may be prescribed, have been taken;: [295, 602, 551, 632]
